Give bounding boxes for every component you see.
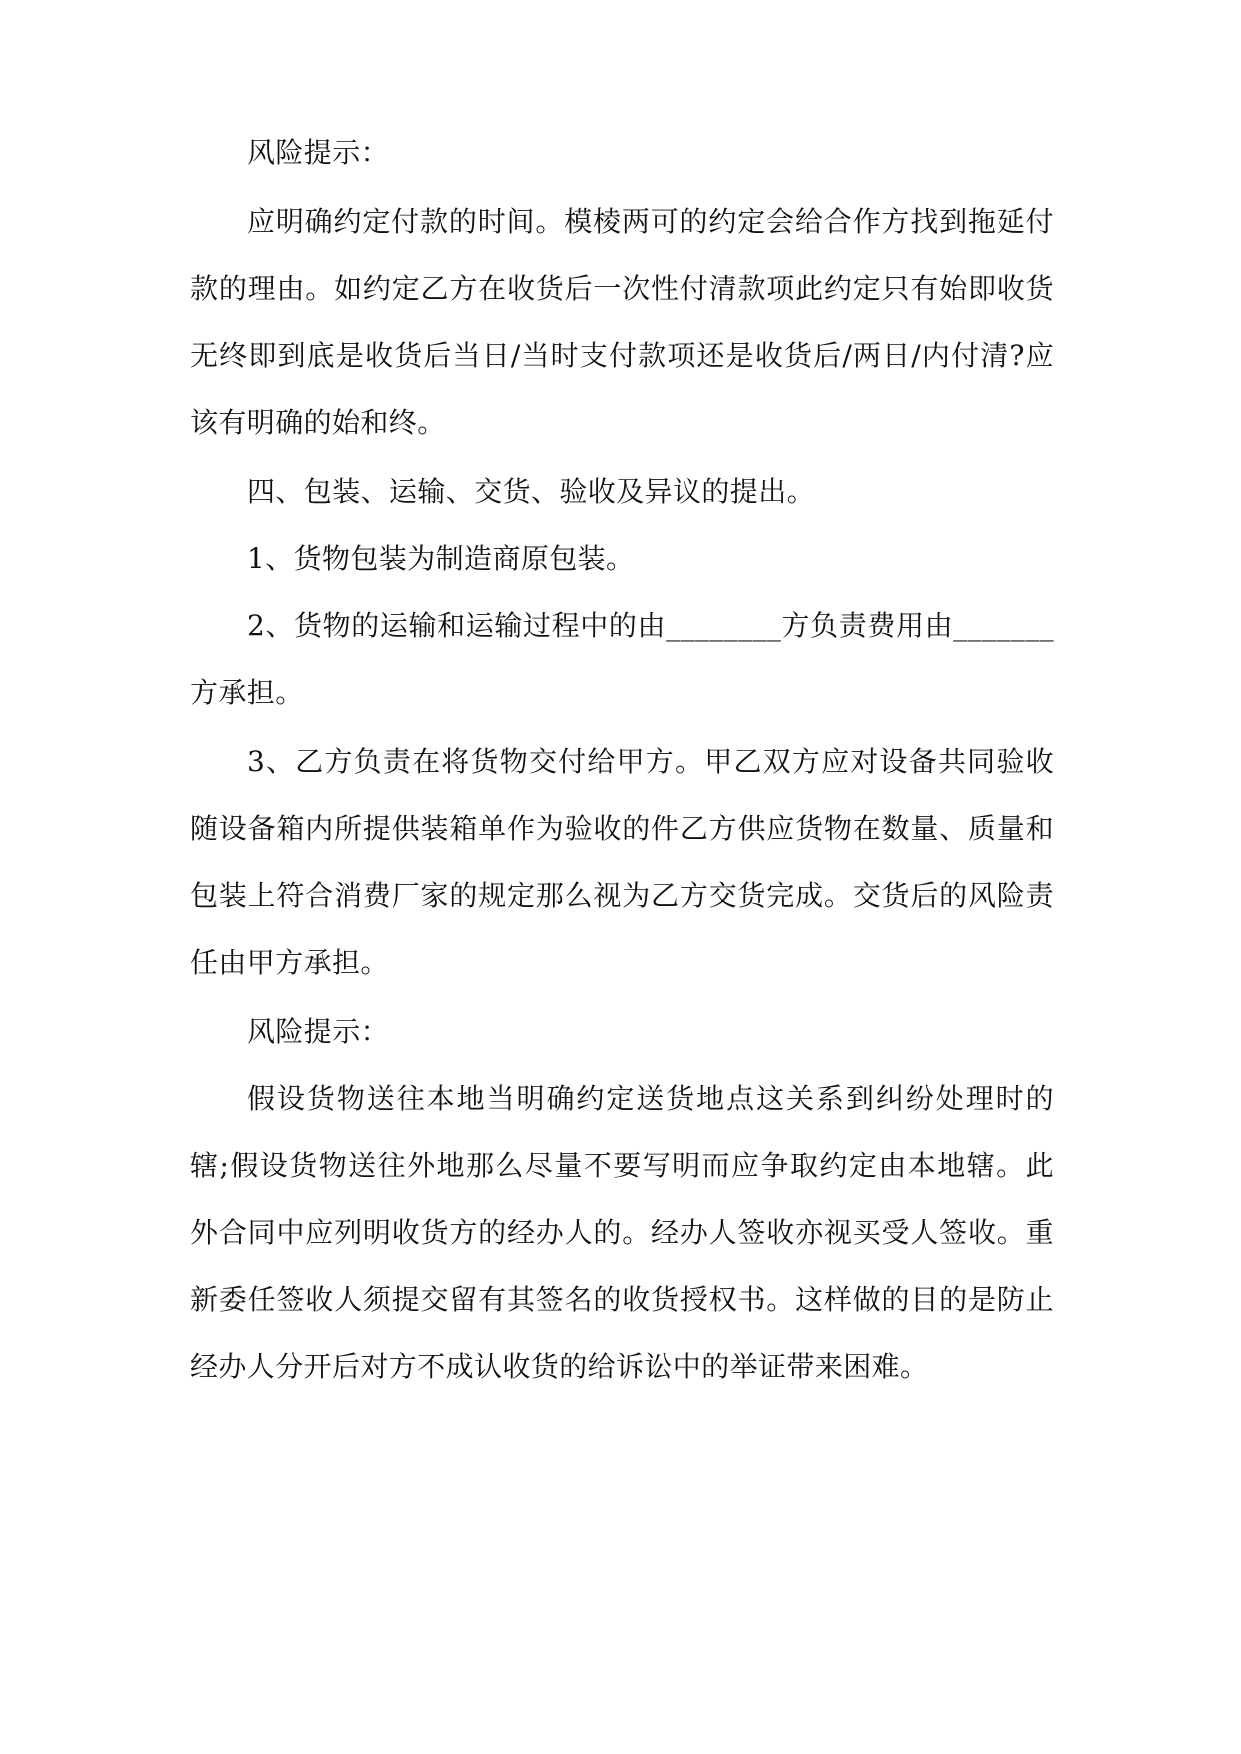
paragraph-line: 包装上符合消费厂家的规定那么视为乙方交货完成。交货后的风险责 (190, 879, 1054, 912)
paragraph-line: 应明确约定付款的时间。模棱两可的约定会给合作方找到拖延付 (247, 205, 1054, 238)
paragraph-line: 任由甲方承担。 (190, 946, 389, 979)
paragraph-line: 新委任签收人须提交留有其签名的收货授权书。这样做的目的是防止 (190, 1283, 1054, 1316)
clause-2: 2、货物的运输和运输过程中的由________方负责费用由_______ (247, 609, 1054, 642)
section-heading: 四、包装、运输、交货、验收及异议的提出。 (247, 475, 816, 508)
paragraph-line: 经办人分开后对方不成认收货的给诉讼中的举证带来困难。 (190, 1350, 929, 1383)
paragraph-line: 无终即到底是收货后当日/当时支付款项还是收货后/两日/内付清?应 (190, 339, 1054, 372)
paragraph-line: 该有明确的始和终。 (190, 406, 446, 439)
risk-heading-2: 风险提示： (247, 1015, 390, 1048)
paragraph-line: 方承担。 (190, 676, 304, 709)
paragraph-line: 外合同中应列明收货方的经办人的。经办人签收亦视买受人签收。重 (190, 1216, 1054, 1249)
paragraph-line: 辖;假设货物送往外地那么尽量不要写明而应争取约定由本地辖。此 (190, 1149, 1054, 1182)
paragraph-line: 款的理由。如约定乙方在收货后一次性付清款项此约定只有始即收货 (190, 272, 1054, 305)
paragraph-line: 随设备箱内所提供装箱单作为验收的件乙方供应货物在数量、质量和 (190, 812, 1054, 845)
risk-heading-1: 风险提示： (247, 136, 390, 169)
clause-1: 1、货物包装为制造商原包装。 (247, 542, 635, 575)
paragraph-line: 假设货物送往本地当明确约定送货地点这关系到纠纷处理时的 (247, 1082, 1054, 1115)
clause-3: 3、乙方负责在将货物交付给甲方。甲乙双方应对设备共同验收 (247, 745, 1054, 778)
